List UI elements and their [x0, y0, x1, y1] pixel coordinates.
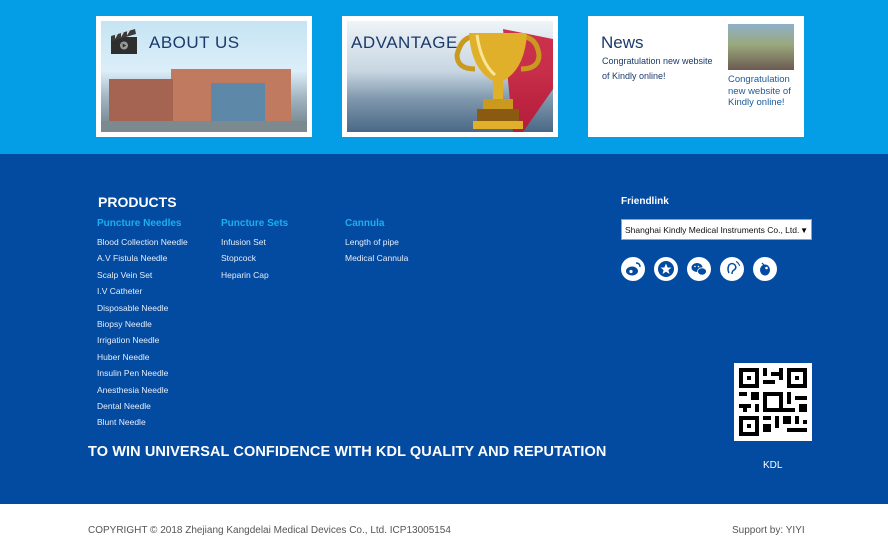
- trophy-icon: [443, 29, 553, 132]
- product-link[interactable]: I.V Catheter: [97, 286, 143, 297]
- products-title: PRODUCTS: [98, 194, 177, 210]
- support-text: Support by: YIYI: [732, 525, 805, 536]
- wechat-icon[interactable]: [687, 257, 711, 281]
- advantage-image: [347, 21, 553, 132]
- product-link[interactable]: Stopcock: [221, 253, 256, 264]
- chevron-down-icon: ▼: [800, 226, 808, 235]
- advantage-title: ADVANTAGE: [351, 33, 458, 52]
- about-us-image: [101, 21, 307, 132]
- product-link[interactable]: Blunt Needle: [97, 417, 146, 428]
- column-heading-link[interactable]: Puncture Needles: [97, 218, 182, 229]
- friendlink-select[interactable]: [621, 219, 812, 240]
- column-heading-link[interactable]: Cannula: [345, 218, 385, 229]
- qr-code: [734, 363, 812, 441]
- about-us-title: ABOUT US: [149, 33, 240, 52]
- product-link[interactable]: Biopsy Needle: [97, 318, 152, 329]
- friendlink-selected-value: Shanghai Kindly Medical Instruments Co., Ltd.: [625, 225, 800, 235]
- product-link[interactable]: Disposable Needle: [97, 302, 169, 313]
- product-link[interactable]: A.V Fistula Needle: [97, 253, 168, 264]
- news-card[interactable]: [588, 16, 804, 137]
- product-column-cannula: [345, 217, 408, 268]
- slogan: TO WIN UNIVERSAL CONFIDENCE WITH KDL QUALITY AND REPUTATION: [88, 444, 607, 460]
- qq-icon[interactable]: [753, 257, 777, 281]
- product-link[interactable]: Scalp Vein Set: [97, 269, 153, 280]
- about-us-card[interactable]: [96, 16, 312, 137]
- column-heading-link[interactable]: Puncture Sets: [221, 218, 289, 229]
- footer: [0, 154, 888, 504]
- product-link[interactable]: Irrigation Needle: [97, 335, 160, 346]
- clapperboard-icon: [109, 26, 139, 56]
- top-band: [0, 0, 888, 154]
- product-link[interactable]: Length of pipe: [345, 237, 399, 247]
- news-headline-link[interactable]: Congratulation new website of Kindly online!: [602, 56, 713, 81]
- star-icon[interactable]: [654, 257, 678, 281]
- product-link[interactable]: Blood Collection Needle: [97, 237, 188, 247]
- friendlink-title: Friendlink: [621, 196, 669, 207]
- product-link[interactable]: Infusion Set: [221, 237, 266, 247]
- product-column-puncture-needles: [97, 217, 188, 432]
- product-link[interactable]: Huber Needle: [97, 351, 150, 362]
- product-column-puncture-sets: [221, 217, 288, 284]
- news-thumbnail[interactable]: [728, 24, 794, 70]
- product-link[interactable]: Insulin Pen Needle: [97, 368, 169, 379]
- copyright-text: COPYRIGHT © 2018 Zhejiang Kangdelai Medical Devices Co., Ltd. ICP13005154: [88, 525, 451, 536]
- product-link[interactable]: Dental Needle: [97, 400, 151, 411]
- news-thumbnail-caption[interactable]: Congratulation new website of Kindly online!: [728, 74, 791, 108]
- product-link[interactable]: Medical Cannula: [345, 253, 409, 264]
- news-title: News: [601, 33, 644, 52]
- weibo-icon[interactable]: [621, 257, 645, 281]
- product-link[interactable]: Anesthesia Needle: [97, 384, 169, 395]
- product-link[interactable]: Heparin Cap: [221, 269, 269, 280]
- ear-icon[interactable]: [720, 257, 744, 281]
- advantage-card[interactable]: [342, 16, 558, 137]
- qr-caption: KDL: [763, 460, 783, 471]
